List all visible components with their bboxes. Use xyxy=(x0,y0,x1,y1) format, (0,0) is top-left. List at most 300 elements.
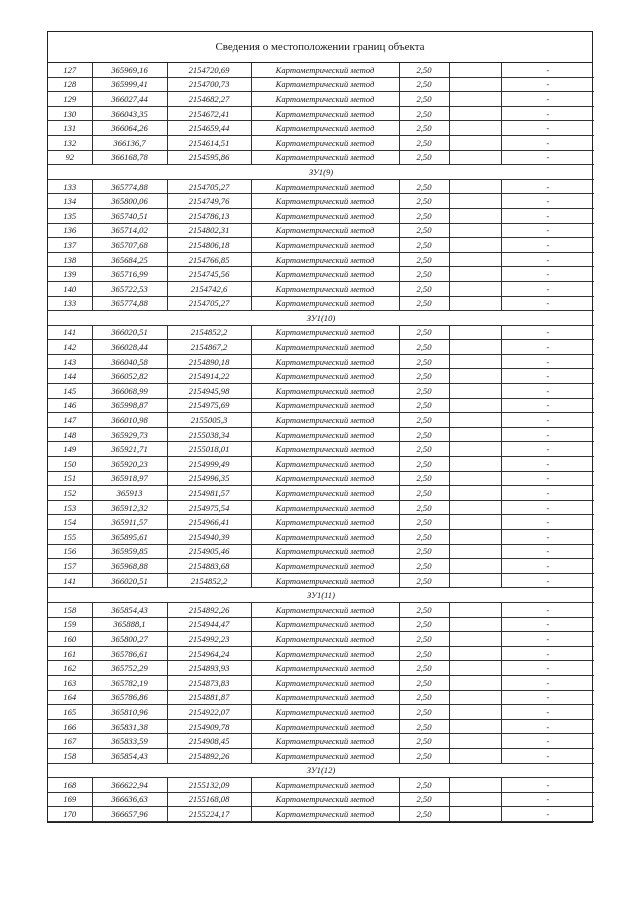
x-coordinate-cell: 365888,1 xyxy=(92,617,167,632)
description-cell xyxy=(449,807,501,822)
point-number-cell: 165 xyxy=(48,705,92,720)
table-row xyxy=(48,675,594,690)
description-cell xyxy=(449,442,501,457)
note-cell: - xyxy=(501,325,594,340)
y-coordinate-cell: 2154908,45 xyxy=(167,734,251,749)
method-cell: Картометрический метод xyxy=(251,792,399,807)
accuracy-cell: 2,50 xyxy=(399,457,449,472)
point-number-cell: 156 xyxy=(48,544,92,559)
x-coordinate-cell: 365714,02 xyxy=(92,223,167,238)
table-row xyxy=(48,500,594,515)
y-coordinate-cell: 2155132,09 xyxy=(167,778,251,793)
note-cell: - xyxy=(501,807,594,822)
description-cell xyxy=(449,500,501,515)
x-coordinate-cell: 365854,43 xyxy=(92,748,167,763)
method-cell: Картометрический метод xyxy=(251,267,399,282)
description-cell xyxy=(449,748,501,763)
table-row xyxy=(48,179,594,194)
table-row xyxy=(48,705,594,720)
accuracy-cell: 2,50 xyxy=(399,427,449,442)
y-coordinate-cell: 2154909,78 xyxy=(167,719,251,734)
x-coordinate-cell: 366040,58 xyxy=(92,354,167,369)
point-number-cell: 148 xyxy=(48,427,92,442)
x-coordinate-cell: 365920,23 xyxy=(92,457,167,472)
note-cell: - xyxy=(501,77,594,92)
accuracy-cell: 2,50 xyxy=(399,340,449,355)
note-cell: - xyxy=(501,792,594,807)
accuracy-cell: 2,50 xyxy=(399,77,449,92)
table-row xyxy=(48,719,594,734)
table-row xyxy=(48,602,594,617)
point-number-cell: 160 xyxy=(48,632,92,647)
note-cell: - xyxy=(501,486,594,501)
description-cell xyxy=(449,384,501,399)
accuracy-cell: 2,50 xyxy=(399,238,449,253)
accuracy-cell: 2,50 xyxy=(399,530,449,545)
method-cell: Картометрический метод xyxy=(251,559,399,574)
y-coordinate-cell: 2154700,73 xyxy=(167,77,251,92)
point-number-cell: 130 xyxy=(48,106,92,121)
accuracy-cell: 2,50 xyxy=(399,719,449,734)
accuracy-cell: 2,50 xyxy=(399,807,449,822)
point-number-cell: 134 xyxy=(48,194,92,209)
method-cell: Картометрический метод xyxy=(251,515,399,530)
y-coordinate-cell: 2154975,54 xyxy=(167,500,251,515)
document-table xyxy=(47,31,593,823)
note-cell: - xyxy=(501,471,594,486)
method-cell: Картометрический метод xyxy=(251,486,399,501)
description-cell xyxy=(449,135,501,150)
note-cell: - xyxy=(501,121,594,136)
description-cell xyxy=(449,325,501,340)
coordinates-table xyxy=(48,63,594,822)
table-row xyxy=(48,267,594,282)
y-coordinate-cell: 2155018,01 xyxy=(167,442,251,457)
accuracy-cell: 2,50 xyxy=(399,121,449,136)
description-cell xyxy=(449,559,501,574)
x-coordinate-cell: 365786,86 xyxy=(92,690,167,705)
x-coordinate-cell: 365854,43 xyxy=(92,602,167,617)
accuracy-cell: 2,50 xyxy=(399,92,449,107)
note-cell: - xyxy=(501,675,594,690)
method-cell: Картометрический метод xyxy=(251,340,399,355)
point-number-cell: 151 xyxy=(48,471,92,486)
accuracy-cell: 2,50 xyxy=(399,63,449,77)
note-cell: - xyxy=(501,515,594,530)
point-number-cell: 133 xyxy=(48,179,92,194)
accuracy-cell: 2,50 xyxy=(399,369,449,384)
accuracy-cell: 2,50 xyxy=(399,792,449,807)
y-coordinate-cell: 2154659,44 xyxy=(167,121,251,136)
description-cell xyxy=(449,675,501,690)
point-number-cell: 141 xyxy=(48,325,92,340)
x-coordinate-cell: 366064,26 xyxy=(92,121,167,136)
y-coordinate-cell: 2154905,46 xyxy=(167,544,251,559)
method-cell: Картометрический метод xyxy=(251,427,399,442)
y-coordinate-cell: 2154883,68 xyxy=(167,559,251,574)
accuracy-cell: 2,50 xyxy=(399,325,449,340)
method-cell: Картометрический метод xyxy=(251,748,399,763)
point-number-cell: 131 xyxy=(48,121,92,136)
y-coordinate-cell: 2154964,24 xyxy=(167,646,251,661)
y-coordinate-cell: 2154720,69 xyxy=(167,63,251,77)
description-cell xyxy=(449,661,501,676)
point-number-cell: 150 xyxy=(48,457,92,472)
accuracy-cell: 2,50 xyxy=(399,646,449,661)
table-row xyxy=(48,238,594,253)
method-cell: Картометрический метод xyxy=(251,106,399,121)
note-cell: - xyxy=(501,427,594,442)
x-coordinate-cell: 365912,32 xyxy=(92,500,167,515)
note-cell: - xyxy=(501,238,594,253)
description-cell xyxy=(449,602,501,617)
accuracy-cell: 2,50 xyxy=(399,573,449,588)
description-cell xyxy=(449,427,501,442)
method-cell: Картометрический метод xyxy=(251,661,399,676)
method-cell: Картометрический метод xyxy=(251,544,399,559)
x-coordinate-cell: 365740,51 xyxy=(92,208,167,223)
accuracy-cell: 2,50 xyxy=(399,413,449,428)
x-coordinate-cell: 365782,19 xyxy=(92,675,167,690)
note-cell: - xyxy=(501,617,594,632)
table-row xyxy=(48,486,594,501)
y-coordinate-cell: 2154595,86 xyxy=(167,150,251,165)
table-row xyxy=(48,325,594,340)
x-coordinate-cell: 366027,44 xyxy=(92,92,167,107)
method-cell: Картометрический метод xyxy=(251,530,399,545)
accuracy-cell: 2,50 xyxy=(399,748,449,763)
description-cell xyxy=(449,617,501,632)
x-coordinate-cell: 365774,88 xyxy=(92,296,167,311)
method-cell: Картометрический метод xyxy=(251,208,399,223)
point-number-cell: 147 xyxy=(48,413,92,428)
table-row xyxy=(48,354,594,369)
x-coordinate-cell: 365911,57 xyxy=(92,515,167,530)
point-number-cell: 140 xyxy=(48,281,92,296)
point-number-cell: 143 xyxy=(48,354,92,369)
description-cell xyxy=(449,471,501,486)
note-cell: - xyxy=(501,398,594,413)
method-cell: Картометрический метод xyxy=(251,369,399,384)
table-row xyxy=(48,748,594,763)
point-number-cell: 161 xyxy=(48,646,92,661)
note-cell: - xyxy=(501,544,594,559)
table-row xyxy=(48,427,594,442)
point-number-cell: 155 xyxy=(48,530,92,545)
method-cell: Картометрический метод xyxy=(251,63,399,77)
x-coordinate-cell: 365921,71 xyxy=(92,442,167,457)
y-coordinate-cell: 2154890,18 xyxy=(167,354,251,369)
method-cell: Картометрический метод xyxy=(251,135,399,150)
accuracy-cell: 2,50 xyxy=(399,690,449,705)
description-cell xyxy=(449,354,501,369)
x-coordinate-cell: 366622,94 xyxy=(92,778,167,793)
point-number-cell: 164 xyxy=(48,690,92,705)
point-number-cell: 135 xyxy=(48,208,92,223)
page-title: Сведения о местоположении границ объекта xyxy=(48,32,592,63)
table-row xyxy=(48,573,594,588)
accuracy-cell: 2,50 xyxy=(399,281,449,296)
note-cell: - xyxy=(501,500,594,515)
table-row xyxy=(48,646,594,661)
point-number-cell: 163 xyxy=(48,675,92,690)
x-coordinate-cell: 365800,06 xyxy=(92,194,167,209)
y-coordinate-cell: 2154852,2 xyxy=(167,325,251,340)
description-cell xyxy=(449,223,501,238)
point-number-cell: 128 xyxy=(48,77,92,92)
y-coordinate-cell: 2154742,6 xyxy=(167,281,251,296)
x-coordinate-cell: 366020,51 xyxy=(92,573,167,588)
note-cell: - xyxy=(501,135,594,150)
x-coordinate-cell: 366010,98 xyxy=(92,413,167,428)
point-number-cell: 144 xyxy=(48,369,92,384)
x-coordinate-cell: 365800,27 xyxy=(92,632,167,647)
note-cell: - xyxy=(501,223,594,238)
description-cell xyxy=(449,296,501,311)
accuracy-cell: 2,50 xyxy=(399,632,449,647)
point-number-cell: 149 xyxy=(48,442,92,457)
point-number-cell: 167 xyxy=(48,734,92,749)
x-coordinate-cell: 365918,97 xyxy=(92,471,167,486)
x-coordinate-cell: 365810,96 xyxy=(92,705,167,720)
table-row xyxy=(48,559,594,574)
description-cell xyxy=(449,734,501,749)
point-number-cell: 162 xyxy=(48,661,92,676)
y-coordinate-cell: 2154873,83 xyxy=(167,675,251,690)
method-cell: Картометрический метод xyxy=(251,690,399,705)
table-row xyxy=(48,135,594,150)
y-coordinate-cell: 2154975,69 xyxy=(167,398,251,413)
point-number-cell: 146 xyxy=(48,398,92,413)
y-coordinate-cell: 2154705,27 xyxy=(167,179,251,194)
x-coordinate-cell: 365833,59 xyxy=(92,734,167,749)
note-cell: - xyxy=(501,719,594,734)
x-coordinate-cell: 365722,53 xyxy=(92,281,167,296)
note-cell: - xyxy=(501,354,594,369)
y-coordinate-cell: 2154806,18 xyxy=(167,238,251,253)
point-number-cell: 159 xyxy=(48,617,92,632)
x-coordinate-cell: 365831,38 xyxy=(92,719,167,734)
point-number-cell: 170 xyxy=(48,807,92,822)
accuracy-cell: 2,50 xyxy=(399,471,449,486)
description-cell xyxy=(449,340,501,355)
y-coordinate-cell: 2154786,13 xyxy=(167,208,251,223)
method-cell: Картометрический метод xyxy=(251,705,399,720)
point-number-cell: 153 xyxy=(48,500,92,515)
method-cell: Картометрический метод xyxy=(251,354,399,369)
point-number-cell: 129 xyxy=(48,92,92,107)
method-cell: Картометрический метод xyxy=(251,238,399,253)
accuracy-cell: 2,50 xyxy=(399,267,449,282)
note-cell: - xyxy=(501,748,594,763)
table-row xyxy=(48,296,594,311)
description-cell xyxy=(449,63,501,77)
table-row xyxy=(48,63,594,77)
accuracy-cell: 2,50 xyxy=(399,734,449,749)
y-coordinate-cell: 2154614,51 xyxy=(167,135,251,150)
note-cell: - xyxy=(501,602,594,617)
note-cell: - xyxy=(501,369,594,384)
section-header-row xyxy=(48,763,594,778)
method-cell: Картометрический метод xyxy=(251,646,399,661)
table-row xyxy=(48,617,594,632)
note-cell: - xyxy=(501,179,594,194)
y-coordinate-cell: 2154766,85 xyxy=(167,252,251,267)
description-cell xyxy=(449,719,501,734)
section-label: ЗУ1(11) xyxy=(48,588,594,603)
y-coordinate-cell: 2154749,76 xyxy=(167,194,251,209)
description-cell xyxy=(449,92,501,107)
table-row xyxy=(48,223,594,238)
y-coordinate-cell: 2154881,87 xyxy=(167,690,251,705)
point-number-cell: 142 xyxy=(48,340,92,355)
method-cell: Картометрический метод xyxy=(251,194,399,209)
y-coordinate-cell: 2154682,27 xyxy=(167,92,251,107)
description-cell xyxy=(449,530,501,545)
description-cell xyxy=(449,179,501,194)
x-coordinate-cell: 366028,44 xyxy=(92,340,167,355)
y-coordinate-cell: 2154672,41 xyxy=(167,106,251,121)
table-row xyxy=(48,413,594,428)
description-cell xyxy=(449,238,501,253)
x-coordinate-cell: 365968,88 xyxy=(92,559,167,574)
note-cell: - xyxy=(501,267,594,282)
accuracy-cell: 2,50 xyxy=(399,515,449,530)
table-row xyxy=(48,340,594,355)
method-cell: Картометрический метод xyxy=(251,150,399,165)
note-cell: - xyxy=(501,457,594,472)
note-cell: - xyxy=(501,646,594,661)
method-cell: Картометрический метод xyxy=(251,602,399,617)
note-cell: - xyxy=(501,92,594,107)
description-cell xyxy=(449,281,501,296)
table-row xyxy=(48,369,594,384)
description-cell xyxy=(449,150,501,165)
method-cell: Картометрический метод xyxy=(251,121,399,136)
y-coordinate-cell: 2154867,2 xyxy=(167,340,251,355)
y-coordinate-cell: 2154893,93 xyxy=(167,661,251,676)
table-row xyxy=(48,457,594,472)
method-cell: Картометрический метод xyxy=(251,252,399,267)
description-cell xyxy=(449,690,501,705)
x-coordinate-cell: 366136,7 xyxy=(92,135,167,150)
table-row xyxy=(48,690,594,705)
accuracy-cell: 2,50 xyxy=(399,135,449,150)
y-coordinate-cell: 2154892,26 xyxy=(167,748,251,763)
method-cell: Картометрический метод xyxy=(251,471,399,486)
description-cell xyxy=(449,369,501,384)
x-coordinate-cell: 365913 xyxy=(92,486,167,501)
section-label: ЗУ1(12) xyxy=(48,763,594,778)
table-row xyxy=(48,442,594,457)
y-coordinate-cell: 2154892,26 xyxy=(167,602,251,617)
table-row xyxy=(48,530,594,545)
section-label: ЗУ1(10) xyxy=(48,311,594,326)
accuracy-cell: 2,50 xyxy=(399,106,449,121)
section-header-row xyxy=(48,311,594,326)
x-coordinate-cell: 365716,99 xyxy=(92,267,167,282)
accuracy-cell: 2,50 xyxy=(399,559,449,574)
note-cell: - xyxy=(501,573,594,588)
accuracy-cell: 2,50 xyxy=(399,179,449,194)
description-cell xyxy=(449,646,501,661)
y-coordinate-cell: 2154992,23 xyxy=(167,632,251,647)
note-cell: - xyxy=(501,705,594,720)
y-coordinate-cell: 2154914,22 xyxy=(167,369,251,384)
description-cell xyxy=(449,106,501,121)
table-row xyxy=(48,471,594,486)
accuracy-cell: 2,50 xyxy=(399,223,449,238)
method-cell: Картометрический метод xyxy=(251,296,399,311)
x-coordinate-cell: 365684,25 xyxy=(92,252,167,267)
point-number-cell: 133 xyxy=(48,296,92,311)
method-cell: Картометрический метод xyxy=(251,413,399,428)
point-number-cell: 157 xyxy=(48,559,92,574)
note-cell: - xyxy=(501,208,594,223)
point-number-cell: 127 xyxy=(48,63,92,77)
description-cell xyxy=(449,544,501,559)
y-coordinate-cell: 2154922,07 xyxy=(167,705,251,720)
point-number-cell: 154 xyxy=(48,515,92,530)
note-cell: - xyxy=(501,194,594,209)
point-number-cell: 145 xyxy=(48,384,92,399)
method-cell: Картометрический метод xyxy=(251,500,399,515)
y-coordinate-cell: 2155224,17 xyxy=(167,807,251,822)
y-coordinate-cell: 2154999,49 xyxy=(167,457,251,472)
method-cell: Картометрический метод xyxy=(251,632,399,647)
x-coordinate-cell: 366068,99 xyxy=(92,384,167,399)
note-cell: - xyxy=(501,690,594,705)
table-row xyxy=(48,661,594,676)
y-coordinate-cell: 2155168,08 xyxy=(167,792,251,807)
note-cell: - xyxy=(501,559,594,574)
accuracy-cell: 2,50 xyxy=(399,194,449,209)
x-coordinate-cell: 366168,78 xyxy=(92,150,167,165)
accuracy-cell: 2,50 xyxy=(399,617,449,632)
description-cell xyxy=(449,457,501,472)
note-cell: - xyxy=(501,384,594,399)
accuracy-cell: 2,50 xyxy=(399,150,449,165)
point-number-cell: 132 xyxy=(48,135,92,150)
accuracy-cell: 2,50 xyxy=(399,544,449,559)
method-cell: Картометрический метод xyxy=(251,398,399,413)
description-cell xyxy=(449,413,501,428)
table-row xyxy=(48,544,594,559)
method-cell: Картометрический метод xyxy=(251,384,399,399)
note-cell: - xyxy=(501,252,594,267)
x-coordinate-cell: 365929,73 xyxy=(92,427,167,442)
accuracy-cell: 2,50 xyxy=(399,602,449,617)
note-cell: - xyxy=(501,442,594,457)
method-cell: Картометрический метод xyxy=(251,617,399,632)
table-row xyxy=(48,807,594,822)
table-row xyxy=(48,194,594,209)
x-coordinate-cell: 366657,96 xyxy=(92,807,167,822)
accuracy-cell: 2,50 xyxy=(399,354,449,369)
table-row xyxy=(48,281,594,296)
accuracy-cell: 2,50 xyxy=(399,442,449,457)
table-row xyxy=(48,208,594,223)
description-cell xyxy=(449,194,501,209)
accuracy-cell: 2,50 xyxy=(399,486,449,501)
description-cell xyxy=(449,77,501,92)
method-cell: Картометрический метод xyxy=(251,719,399,734)
point-number-cell: 169 xyxy=(48,792,92,807)
method-cell: Картометрический метод xyxy=(251,281,399,296)
table-row xyxy=(48,778,594,793)
note-cell: - xyxy=(501,340,594,355)
y-coordinate-cell: 2154981,57 xyxy=(167,486,251,501)
